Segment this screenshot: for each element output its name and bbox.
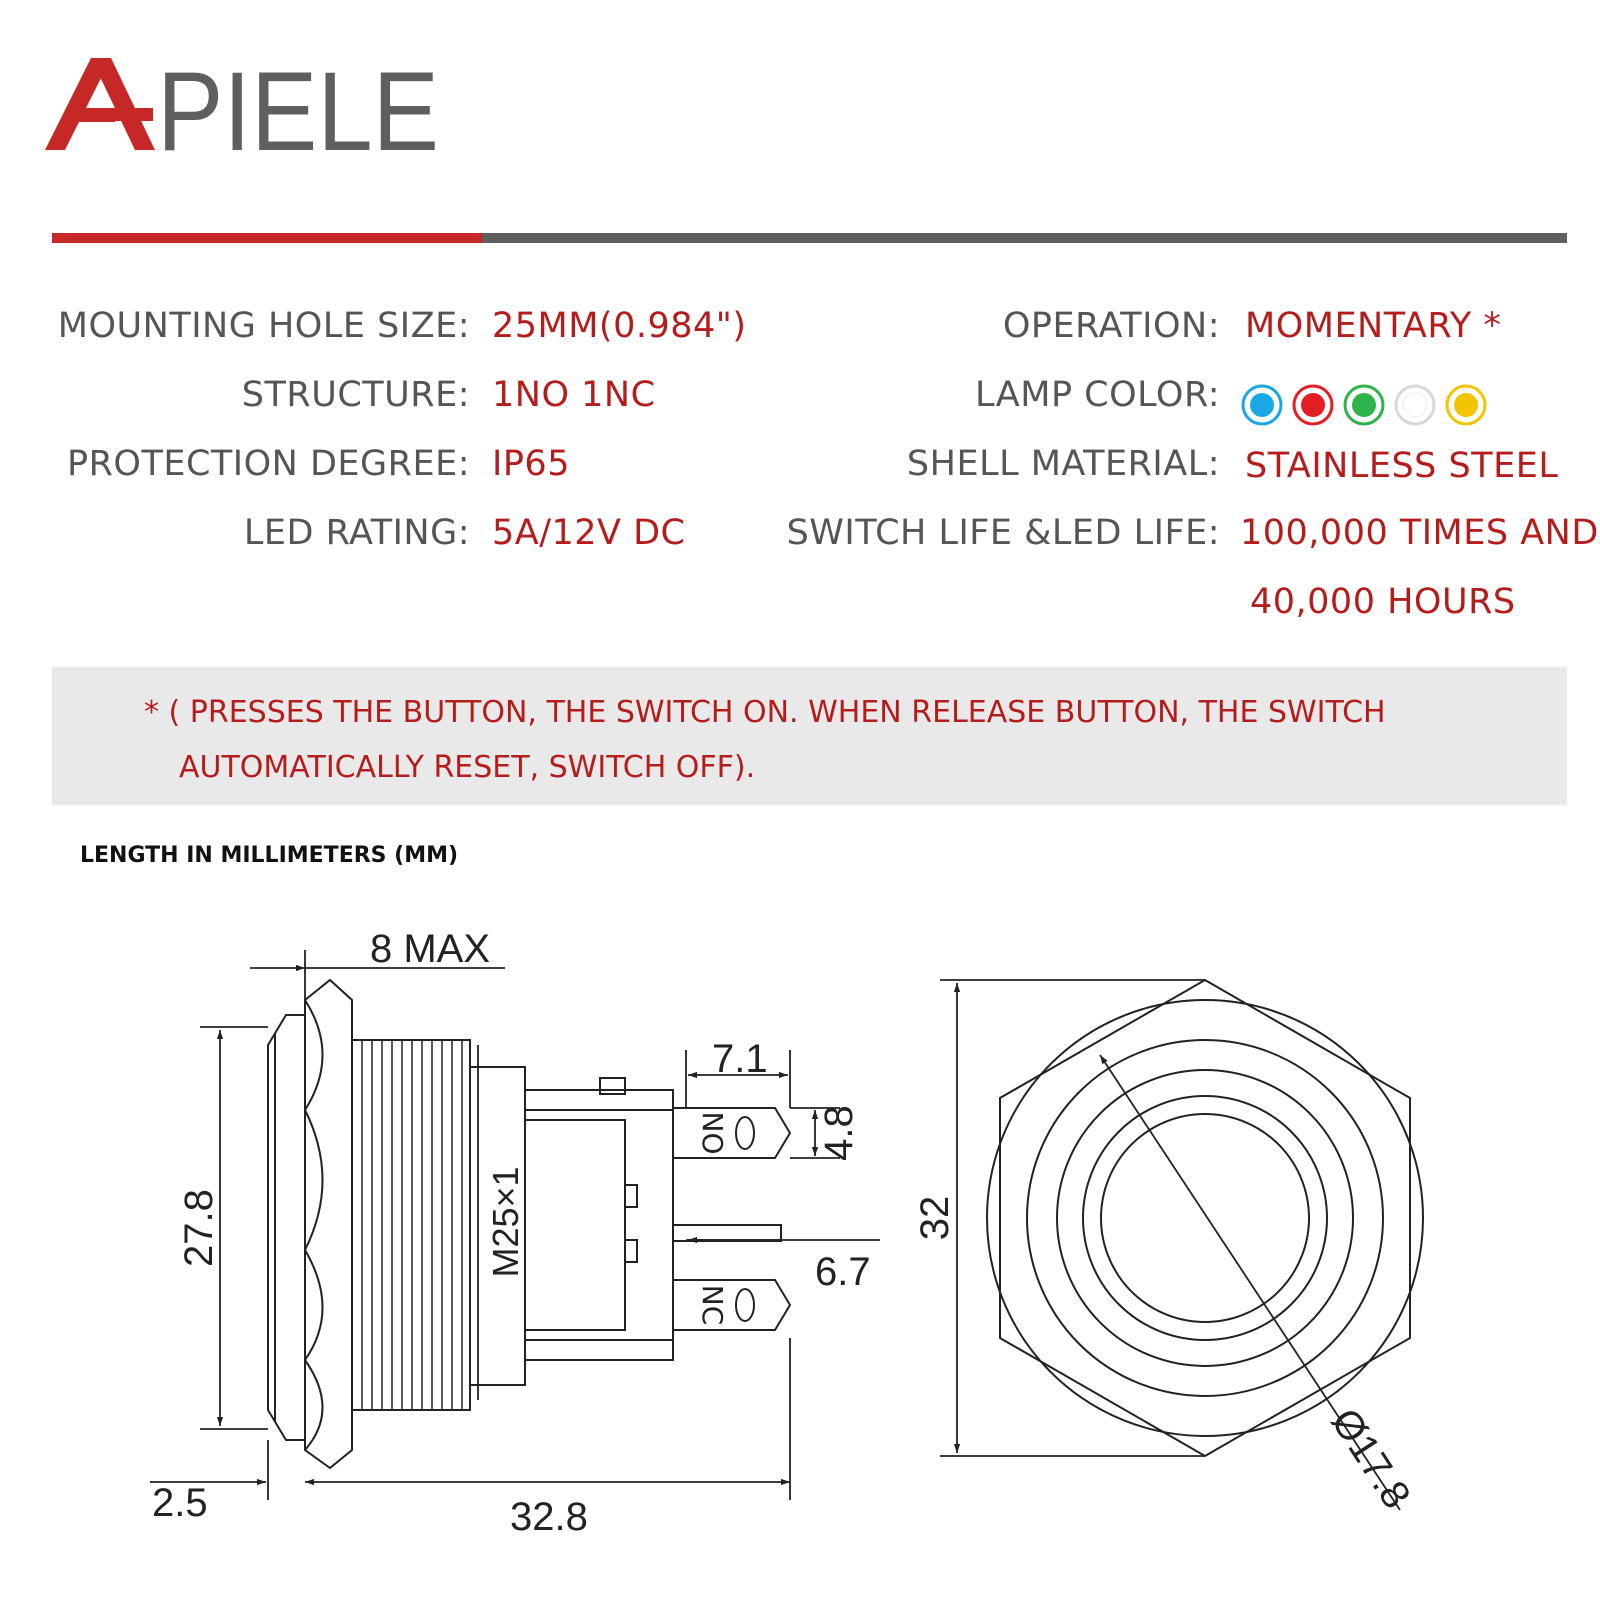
spec-label-led-rating: LED RATING: [243, 513, 470, 553]
brand-logo [45, 50, 445, 160]
lamp-color-swatches [1240, 380, 1500, 430]
units-label: LENGTH IN MILLIMETERS (MM) [80, 843, 459, 868]
terminal-lower [673, 1280, 790, 1330]
spec-label-structure: STRUCTURE: [241, 375, 470, 415]
operation-note-box [52, 667, 1567, 805]
dim-button-diameter: Ø17.8 [1322, 1400, 1419, 1517]
terminal-label-lower: NC [696, 1284, 729, 1326]
dim-terminal-width: 4.8 [817, 1105, 861, 1161]
dimension-drawing [0, 880, 1600, 1600]
spec-value-life: 100,000 TIMES AND [1240, 513, 1599, 553]
lamp-swatch-green-fill [1352, 393, 1376, 417]
terminal-upper [673, 1108, 790, 1158]
spec-value-operation: MOMENTARY * [1245, 306, 1502, 346]
dim-flange: 2.5 [152, 1481, 208, 1525]
dim-thread: M25×1 [485, 1166, 526, 1278]
lamp-swatch-yellow-fill [1454, 393, 1478, 417]
dim-terminal-offset: 6.7 [815, 1250, 871, 1294]
dim-hex-size: 32 [913, 1195, 957, 1241]
logo-mark [45, 58, 155, 150]
dim-length: 32.8 [510, 1495, 588, 1539]
spec-label-operation: OPERATION: [1002, 306, 1220, 346]
bezel-shape [268, 1015, 305, 1440]
spec-value-mounting-hole: 25MM(0.984") [492, 306, 747, 346]
terminal-label-upper: NO [696, 1111, 729, 1155]
lamp-swatch-white-fill [1403, 393, 1427, 417]
front-view [987, 980, 1423, 1456]
spec-label-mounting-hole: MOUNTING HOLE SIZE: [57, 306, 470, 346]
dim-height: 27.8 [177, 1189, 221, 1267]
spec-value-led-rating: 5A/12V DC [492, 513, 686, 553]
header-rule-gray [482, 233, 1567, 243]
lamp-swatch-blue-fill [1250, 393, 1274, 417]
note-line-2: AUTOMATICALLY RESET, SWITCH OFF). [179, 750, 756, 785]
spec-value-structure: 1NO 1NC [492, 375, 656, 415]
lamp-swatch-red-fill [1301, 393, 1325, 417]
spec-value-shell-material: STAINLESS STEEL [1245, 446, 1559, 486]
dim-max-depth: 8 MAX [370, 927, 491, 971]
spec-label-life: SWITCH LIFE &LED LIFE: [786, 513, 1220, 553]
spec-value-protection: IP65 [492, 444, 570, 484]
hex-nut-shape [305, 980, 352, 1468]
note-line-1: * ( PRESSES THE BUTTON, THE SWITCH ON. WHEN RELEASE BUTTON, THE SWITCH [144, 695, 1386, 730]
spec-label-shell-material: SHELL MATERIAL: [906, 444, 1220, 484]
front-hex-outline [1000, 980, 1410, 1456]
logo-wordmark: PIELE [157, 50, 439, 160]
spec-label-lamp-color: LAMP COLOR: [975, 375, 1220, 415]
header-rule-red [52, 233, 482, 243]
spec-label-protection: PROTECTION DEGREE: [67, 444, 470, 484]
dim-terminal-spacing: 7.1 [712, 1037, 768, 1081]
spec-value-life-hours: 40,000 HOURS [1250, 582, 1516, 622]
